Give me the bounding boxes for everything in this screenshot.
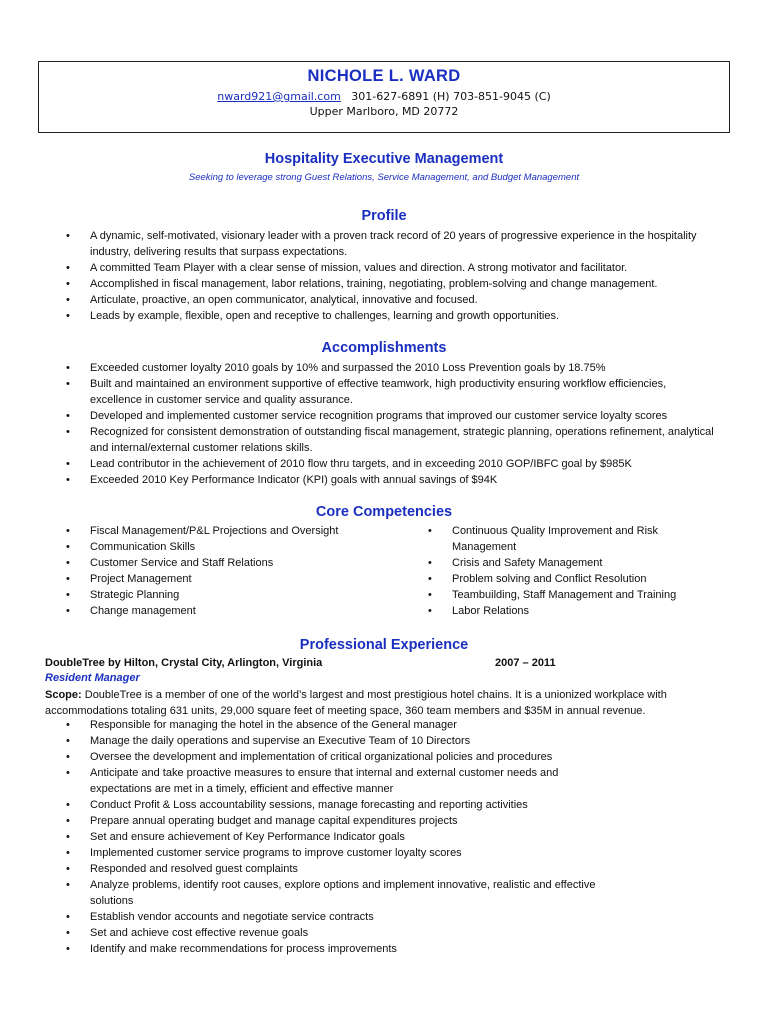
competency-item: • Crisis and Safety Management <box>428 555 698 571</box>
duty-item: • Set and achieve cost effective revenue goals <box>66 925 606 941</box>
profile-item: • Leads by example, flexible, open and receptive to challenges, learning and growth opportunities. <box>66 308 716 324</box>
email-link[interactable]: nward921@gmail.com <box>217 90 341 103</box>
competency-item: • Teambuilding, Staff Management and Training <box>428 587 698 603</box>
scope-paragraph <box>45 687 715 719</box>
employer: DoubleTree by Hilton, Crystal City, Arlington, Virginia <box>45 657 323 669</box>
duty-item: • Manage the daily operations and supervise an Executive Team of 10 Directors <box>66 733 606 749</box>
duty-item: • Responded and resolved guest complaints <box>66 861 606 877</box>
scope-label: Scope: <box>45 689 82 701</box>
accomplishments-heading: Accomplishments <box>321 340 447 356</box>
accomplishment-item: • Recognized for consistent demonstration of outstanding fiscal management, strategic planning, operations refinement, analytical and internal/external customer relations skills. <box>66 424 716 456</box>
job-title: Resident Manager <box>45 672 140 684</box>
profile-heading: Profile <box>361 208 407 224</box>
job-dates: 2007 – 2011 <box>495 657 556 669</box>
duty-item: • Establish vendor accounts and negotiate service contracts <box>66 909 606 925</box>
competency-item: • Labor Relations <box>428 603 698 619</box>
accomplishment-item: • Exceeded 2010 Key Performance Indicator (KPI) goals with annual savings of $94K <box>66 472 716 488</box>
competency-item: • Project Management <box>66 571 406 587</box>
competency-item: • Customer Service and Staff Relations <box>66 555 406 571</box>
profile-item: • A committed Team Player with a clear sense of mission, values and direction. A strong motivator and facilitator. <box>66 260 716 276</box>
experience-heading: Professional Experience <box>299 637 469 653</box>
profile-item: • A dynamic, self-motivated, visionary leader with a proven track record of 20 years of progressive experience in the hospitality industry, delivering results that surpass expectations. <box>66 228 716 260</box>
candidate-name: NICHOLE L. WARD <box>307 67 461 85</box>
duty-item: • Prepare annual operating budget and manage capital expenditures projects <box>66 813 606 829</box>
duty-item: • Identify and make recommendations for process improvements <box>66 941 606 957</box>
duty-item: • Implemented customer service programs to improve customer loyalty scores <box>66 845 606 861</box>
contact-line <box>39 90 729 103</box>
competency-item: • Continuous Quality Improvement and Risk Management <box>428 523 698 555</box>
duty-item: • Conduct Profit & Loss accountability sessions, manage forecasting and reporting activities <box>66 797 606 813</box>
duty-item: • Oversee the development and implementation of critical organizational policies and procedures <box>66 749 606 765</box>
resume-title: Hospitality Executive Management <box>264 151 504 167</box>
phone-numbers: 301-627-6891 (H) 703-851-9045 (C) <box>351 90 551 103</box>
duty-item: • Responsible for managing the hotel in the absence of the General manager <box>66 717 606 733</box>
competency-item: • Change management <box>66 603 406 619</box>
accomplishment-item: • Exceeded customer loyalty 2010 goals by 10% and surpassed the 2010 Loss Prevention goals by 18.75% <box>66 360 716 376</box>
accomplishment-item: • Built and maintained an environment supportive of effective teamwork, high productivity ensuring workflow efficiencies, excellence in customer service and quality assurance. <box>66 376 716 408</box>
address: Upper Marlboro, MD 20772 <box>309 105 459 118</box>
accomplishments-list <box>66 360 716 488</box>
competencies-right-list <box>428 523 698 619</box>
experience-duties-list <box>66 717 606 957</box>
duty-item: • Set and ensure achievement of Key Performance Indicator goals <box>66 829 606 845</box>
competency-item: • Problem solving and Conflict Resolution <box>428 571 698 587</box>
scope-text: DoubleTree is a member of one of the world’s largest and most prestigious hotel chains. It is a unionized workplace with accommodations totaling 631 units, 29,000 square feet of meeting space, 360 team members and $35M in annual revenue. <box>45 689 667 717</box>
competencies-heading: Core Competencies <box>315 504 453 520</box>
resume-subtitle: Seeking to leverage strong Guest Relations, Service Management, and Budget Management <box>188 172 580 183</box>
contact-header <box>38 61 730 133</box>
competency-item: • Communication Skills <box>66 539 406 555</box>
profile-list <box>66 228 716 324</box>
profile-item: • Articulate, proactive, an open communicator, analytical, innovative and focused. <box>66 292 716 308</box>
duty-item: • Analyze problems, identify root causes, explore options and implement innovative, realistic and effective solutions <box>66 877 606 909</box>
competency-item: • Fiscal Management/P&L Projections and Oversight <box>66 523 406 539</box>
accomplishment-item: • Developed and implemented customer service recognition programs that improved our customer service loyalty scores <box>66 408 716 424</box>
duty-item: • Anticipate and take proactive measures to ensure that internal and external customer needs and expectations are met in a timely, efficient and effective manner <box>66 765 606 797</box>
competency-item: • Strategic Planning <box>66 587 406 603</box>
accomplishment-item: • Lead contributor in the achievement of 2010 flow thru targets, and in exceeding 2010 GOP/IBFC goal by $985K <box>66 456 716 472</box>
competencies-left-list <box>66 523 406 619</box>
profile-item: • Accomplished in fiscal management, labor relations, training, negotiating, problem-solving and change management. <box>66 276 716 292</box>
